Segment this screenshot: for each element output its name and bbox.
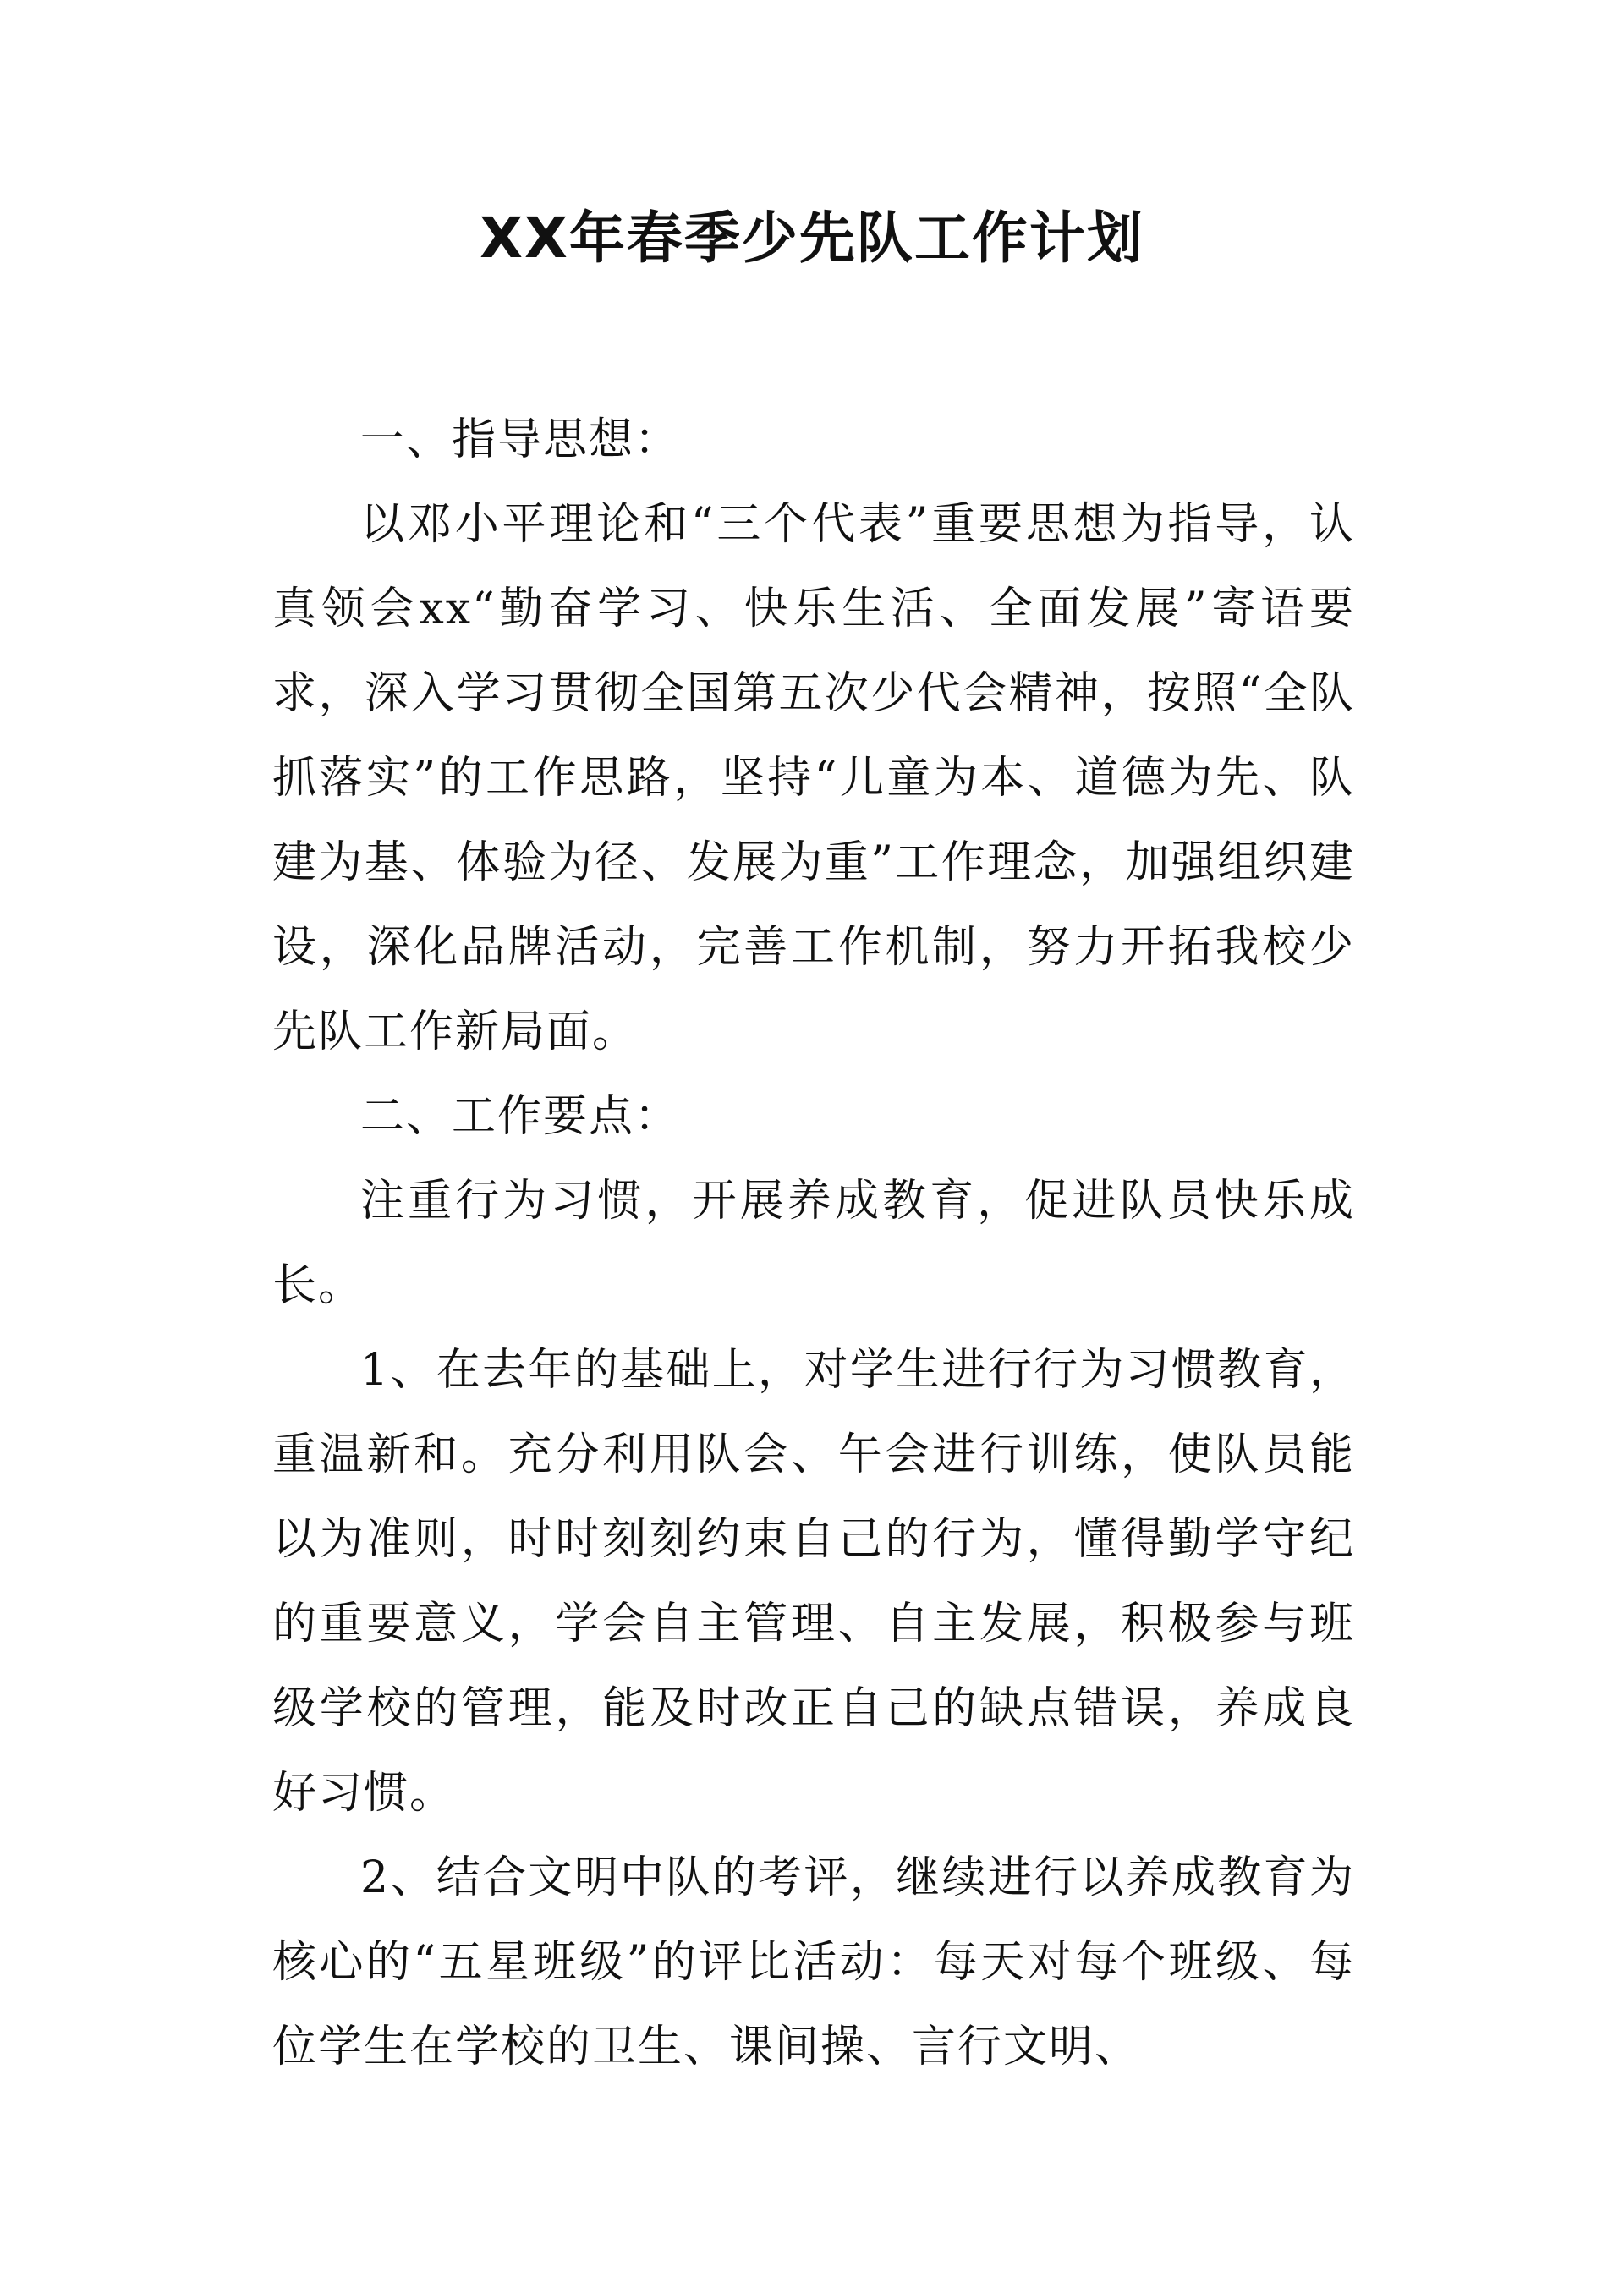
- paragraph-item-2: 2、结合文明中队的考评，继续进行以养成教育为核心的“五星班级”的评比活动：每天对每个班级、每位学生在学校的卫生、课间操、言行文明、: [272, 1852, 1355, 2072]
- document-title: XX年春季少先队工作计划: [480, 206, 1144, 271]
- section-heading-work-points: 二、工作要点：: [360, 1091, 681, 1142]
- paragraph-guiding-thought: 以邓小平理论和“三个代表”重要思想为指导，认真领会xx“勤奋学习、快乐生活、全面发展”寄语要求，深入学习贯彻全国第五次少代会精神，按照“全队抓落实”的工作思路，坚持“儿童为本、道德为先、队建为基、体验为径、发展为重”工作理念，加强组织建设，深化品牌活动，完善工作机制，努力开拓我校少先队工作新局面。: [272, 499, 1355, 1057]
- document-body: [272, 398, 1355, 2089]
- section-heading-guiding-thought: 一、指导思想：: [360, 414, 681, 465]
- paragraph-work-points-intro: 注重行为习惯，开展养成教育，促进队员快乐成长。: [272, 1176, 1355, 1311]
- paragraph-item-1: 1、在去年的基础上，对学生进行行为习惯教育，重温新和。充分利用队会、午会进行训练，使队员能以为准则，时时刻刻约束自己的行为，懂得勤学守纪的重要意义，学会自主管理、自主发展，积极参与班级学校的管理，能及时改正自己的缺点错误，养成良好习惯。: [272, 1345, 1355, 1819]
